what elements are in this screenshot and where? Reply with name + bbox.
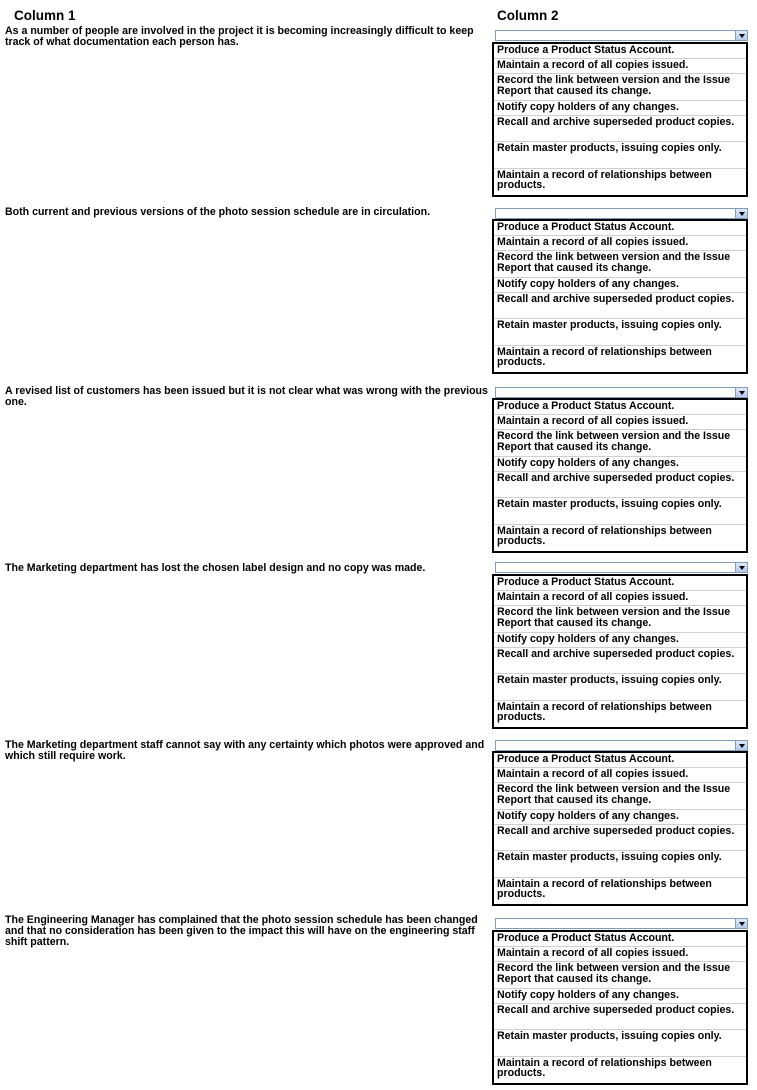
answer-options-list — [492, 42, 748, 197]
question-text: The Marketing department has lost the chosen label design and no copy was made. — [5, 562, 426, 574]
answer-option[interactable]: Retain master products, issuing copies only. — [494, 851, 746, 878]
answer-option[interactable]: Notify copy holders of any changes. — [494, 989, 746, 1004]
answer-options-list — [492, 751, 748, 906]
answer-option[interactable]: Maintain a record of relationships between products. — [497, 168, 712, 191]
answer-option[interactable]: Produce a Product Status Account. — [494, 753, 746, 768]
answer-option[interactable]: Notify copy holders of any changes. — [494, 810, 746, 825]
answer-option[interactable]: Maintain a record of all copies issued. — [494, 415, 746, 430]
answer-option[interactable]: Maintain a record of all copies issued. — [494, 236, 746, 251]
answer-option[interactable]: Retain master products, issuing copies only. — [494, 674, 746, 701]
answer-option[interactable]: Notify copy holders of any changes. — [494, 457, 746, 472]
answer-option[interactable]: Produce a Product Status Account. — [494, 221, 746, 236]
answer-dropdown[interactable] — [495, 387, 748, 398]
column-2-header: Column 2 — [497, 8, 559, 23]
answer-dropdown[interactable] — [495, 208, 748, 219]
answer-options-list — [492, 219, 748, 374]
answer-option[interactable]: Notify copy holders of any changes. — [494, 101, 746, 116]
answer-options-list — [492, 930, 748, 1085]
answer-option[interactable]: Maintain a record of relationships between products. — [497, 524, 712, 547]
answer-option[interactable]: Record the link between version and the Issue Report that caused its change. — [494, 962, 746, 989]
answer-option[interactable]: Maintain a record of relationships between products. — [497, 1056, 712, 1079]
answer-option[interactable]: Recall and archive superseded product copies. — [494, 293, 746, 320]
chevron-down-icon[interactable] — [735, 31, 747, 40]
answer-option[interactable]: Recall and archive superseded product copies. — [494, 825, 746, 852]
answer-option[interactable]: Retain master products, issuing copies only. — [494, 319, 746, 346]
answer-option[interactable]: Record the link between version and the Issue Report that caused its change. — [494, 430, 746, 457]
question-text: As a number of people are involved in the project it is becoming increasingly difficult to keep track of what documentation each person has. — [5, 25, 474, 48]
answer-option[interactable]: Maintain a record of relationships between products. — [497, 877, 712, 900]
answer-option[interactable]: Recall and archive superseded product copies. — [494, 472, 746, 499]
answer-option[interactable]: Maintain a record of relationships between products. — [497, 700, 712, 723]
chevron-down-icon[interactable] — [735, 209, 747, 218]
answer-option[interactable]: Retain master products, issuing copies only. — [494, 498, 746, 525]
answer-option[interactable]: Retain master products, issuing copies only. — [494, 142, 746, 169]
chevron-down-icon[interactable] — [735, 388, 747, 397]
answer-dropdown[interactable] — [495, 562, 748, 573]
answer-option[interactable]: Record the link between version and the Issue Report that caused its change. — [494, 606, 746, 633]
question-text: Both current and previous versions of the photo session schedule are in circulation. — [5, 206, 431, 218]
answer-option[interactable]: Produce a Product Status Account. — [494, 932, 746, 947]
answer-option[interactable]: Maintain a record of all copies issued. — [494, 947, 746, 962]
question-text: A revised list of customers has been issued but it is not clear what was wrong with the previous one. — [5, 385, 488, 408]
question-text: The Marketing department staff cannot say with any certainty which photos were approved and which still require work. — [5, 739, 485, 762]
answer-option[interactable]: Record the link between version and the Issue Report that caused its change. — [494, 74, 746, 101]
answer-option[interactable]: Recall and archive superseded product copies. — [494, 116, 746, 143]
answer-option[interactable]: Notify copy holders of any changes. — [494, 633, 746, 648]
answer-option[interactable]: Produce a Product Status Account. — [494, 400, 746, 415]
answer-option[interactable]: Notify copy holders of any changes. — [494, 278, 746, 293]
answer-dropdown[interactable] — [495, 30, 748, 41]
answer-option[interactable]: Record the link between version and the Issue Report that caused its change. — [494, 251, 746, 278]
chevron-down-icon[interactable] — [735, 919, 747, 928]
answer-option[interactable]: Recall and archive superseded product copies. — [494, 648, 746, 675]
question-text: The Engineering Manager has complained that the photo session schedule has been changed and that no consideration has been given to the impact this will have on the engineering staff shift pattern. — [5, 914, 478, 948]
answer-option[interactable]: Record the link between version and the Issue Report that caused its change. — [494, 783, 746, 810]
answer-dropdown[interactable] — [495, 918, 748, 929]
chevron-down-icon[interactable] — [735, 563, 747, 572]
column-1-header: Column 1 — [14, 8, 76, 23]
answer-option[interactable]: Maintain a record of all copies issued. — [494, 59, 746, 74]
answer-options-list — [492, 398, 748, 553]
answer-option[interactable]: Maintain a record of all copies issued. — [494, 768, 746, 783]
answer-option[interactable]: Recall and archive superseded product copies. — [494, 1004, 746, 1031]
answer-option[interactable]: Produce a Product Status Account. — [494, 576, 746, 591]
answer-option[interactable]: Maintain a record of relationships between products. — [497, 345, 712, 368]
answer-options-list — [492, 574, 748, 729]
answer-option[interactable]: Produce a Product Status Account. — [494, 44, 746, 59]
answer-option[interactable]: Retain master products, issuing copies only. — [494, 1030, 746, 1057]
chevron-down-icon[interactable] — [735, 741, 747, 750]
answer-dropdown[interactable] — [495, 740, 748, 751]
answer-option[interactable]: Maintain a record of all copies issued. — [494, 591, 746, 606]
